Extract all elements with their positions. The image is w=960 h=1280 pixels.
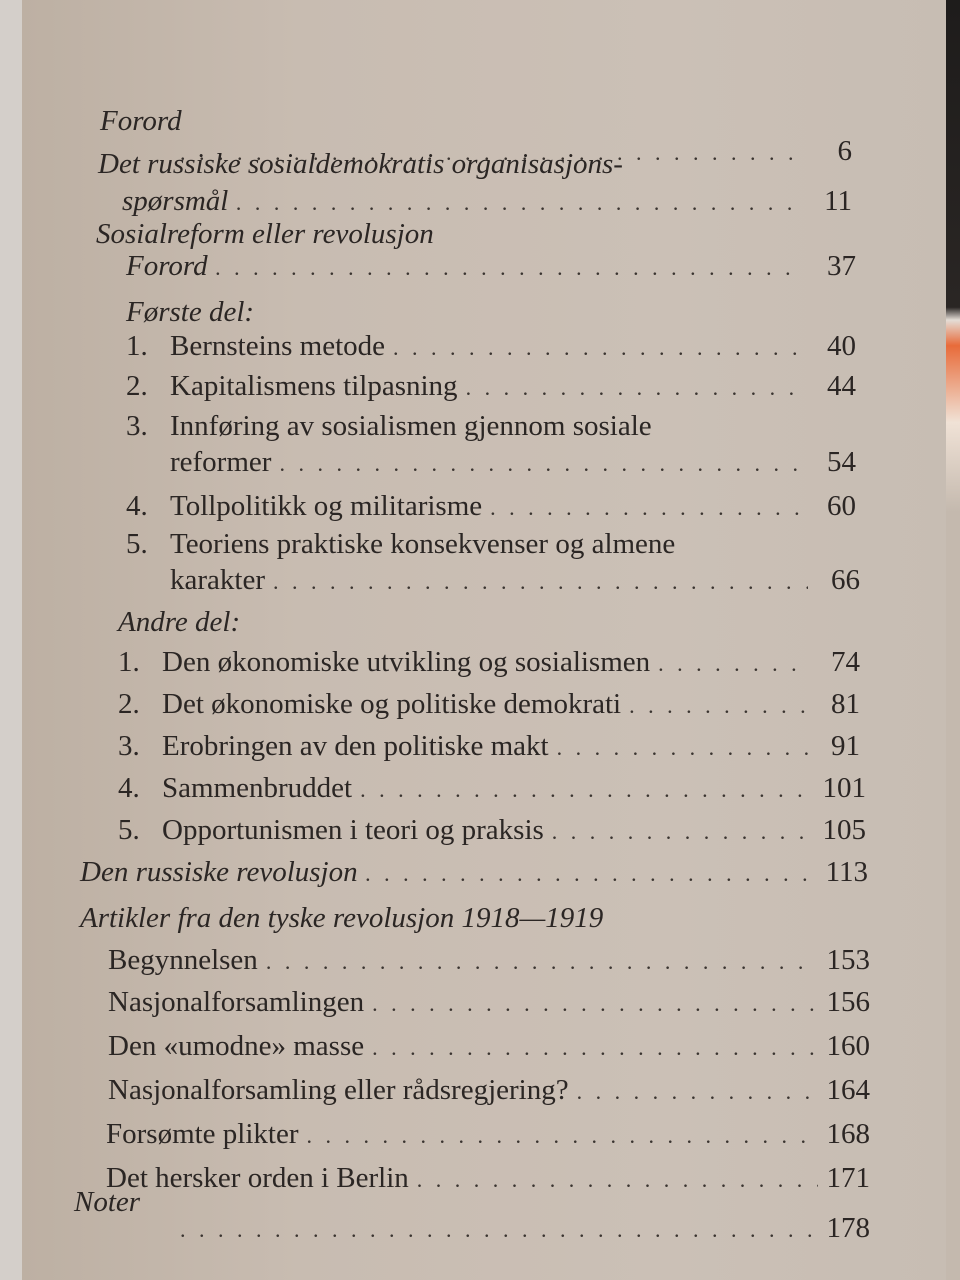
toc-entry-title: Den «umodne» masse — [108, 1030, 365, 1062]
section-heading: Artikler fra den tyske revolusjon 1918—1919 — [80, 902, 604, 934]
toc-entry-title: 3. Innføring av sosialismen gjennom sosiale — [126, 410, 652, 442]
page-number: 44 — [827, 370, 856, 402]
toc-entry — [126, 250, 856, 283]
page-number: 74 — [831, 646, 860, 678]
toc-entry — [126, 490, 856, 523]
toc-entry — [108, 1074, 870, 1107]
dot-leader — [360, 777, 814, 803]
dot-leader — [279, 451, 804, 477]
page-number: 113 — [825, 856, 868, 888]
dot-leader — [552, 819, 814, 845]
page-number: 168 — [826, 1118, 870, 1150]
toc-entry — [108, 986, 870, 1019]
toc-entry-title: 1. Den økonomiske utvikling og sosialismen — [118, 646, 651, 678]
toc-entry — [118, 688, 860, 721]
toc-entry-title: Noter — [74, 1186, 141, 1218]
toc-entry-title: Begynnelsen — [108, 944, 258, 976]
page-number: 11 — [824, 185, 852, 217]
toc-entry — [170, 446, 856, 479]
page-number: 54 — [827, 446, 856, 478]
dot-leader — [417, 1167, 818, 1193]
page-number: 153 — [826, 944, 870, 976]
page-number: 66 — [831, 564, 860, 596]
toc-entry — [172, 1212, 870, 1245]
toc-entry-title: Det hersker orden i Berlin — [106, 1162, 409, 1194]
toc-entry — [108, 944, 870, 977]
toc-entry — [80, 856, 868, 889]
dot-leader — [266, 949, 818, 975]
toc-entry-title: Det russiske sosialdemokratis organisasjons- — [98, 148, 623, 180]
toc-entry — [118, 772, 866, 805]
dot-leader — [180, 1217, 818, 1243]
dot-leader — [466, 375, 804, 401]
toc-entry — [108, 1030, 870, 1063]
page-number: 6 — [837, 135, 852, 167]
toc-entry-title: Forord — [100, 105, 182, 137]
page-number: 101 — [822, 772, 866, 804]
dot-leader — [366, 861, 816, 887]
page-number: 81 — [831, 688, 860, 720]
dot-leader — [577, 1079, 818, 1105]
toc-entry — [118, 646, 860, 679]
page-number: 178 — [826, 1212, 870, 1244]
toc-entry — [126, 330, 856, 363]
toc-entry-title-cont: spørsmål — [122, 185, 229, 217]
toc-entry-title: 3. Erobringen av den politiske makt — [118, 730, 549, 762]
dot-leader — [629, 693, 808, 719]
toc-entry-title: Nasjonalforsamlingen — [108, 986, 365, 1018]
page-number: 60 — [827, 490, 856, 522]
toc-entry-title: 4. Sammenbruddet — [118, 772, 353, 804]
page-number: 156 — [826, 986, 870, 1018]
part-heading: Første del: — [126, 296, 255, 328]
table-of-contents — [22, 0, 946, 1280]
page-number: 160 — [826, 1030, 870, 1062]
toc-entry-title: Forsømte plikter — [106, 1118, 299, 1150]
book-page-edge — [0, 0, 22, 1280]
dot-leader — [372, 991, 818, 1017]
section-heading: Sosialreform eller revolusjon — [96, 218, 434, 250]
toc-entry-title: Den russiske revolusjon — [80, 856, 358, 888]
dot-leader — [658, 651, 808, 677]
page-number: 37 — [827, 250, 856, 282]
toc-entry — [106, 1118, 870, 1151]
dot-leader — [372, 1035, 818, 1061]
toc-entry-title: 5. Opportunismen i teori og praksis — [118, 814, 544, 846]
page-number: 105 — [822, 814, 866, 846]
dot-leader — [236, 190, 800, 216]
toc-entry-title-cont: karakter — [170, 564, 265, 596]
dot-leader — [216, 255, 804, 281]
toc-entry-title: 2. Kapitalismens tilpasning — [126, 370, 458, 402]
toc-entry-title: Nasjonalforsamling eller rådsregjering? — [108, 1074, 569, 1106]
toc-entry — [170, 564, 860, 597]
toc-entry — [118, 814, 866, 847]
dot-leader — [490, 495, 804, 521]
toc-entry-title: Forord — [126, 250, 208, 282]
toc-entry-title-cont: reformer — [170, 446, 272, 478]
part-heading: Andre del: — [118, 606, 241, 638]
toc-entry-title: 5. Teoriens praktiske konsekvenser og almene — [126, 528, 676, 560]
page-number: 40 — [827, 330, 856, 362]
book-page — [22, 0, 946, 1280]
toc-entry-title: 2. Det økonomiske og politiske demokrati — [118, 688, 622, 720]
page-number: 171 — [826, 1162, 870, 1194]
toc-entry-title: 4. Tollpolitikk og militarisme — [126, 490, 483, 522]
page-number: 91 — [831, 730, 860, 762]
toc-entry — [106, 1162, 870, 1195]
page-number: 164 — [826, 1074, 870, 1106]
dot-leader — [307, 1123, 818, 1149]
dot-leader — [557, 735, 808, 761]
toc-entry — [118, 730, 860, 763]
toc-entry — [122, 185, 852, 218]
toc-entry — [126, 370, 856, 403]
dot-leader — [393, 335, 804, 361]
dot-leader — [273, 569, 808, 595]
toc-entry-title: 1. Bernsteins metode — [126, 330, 386, 362]
